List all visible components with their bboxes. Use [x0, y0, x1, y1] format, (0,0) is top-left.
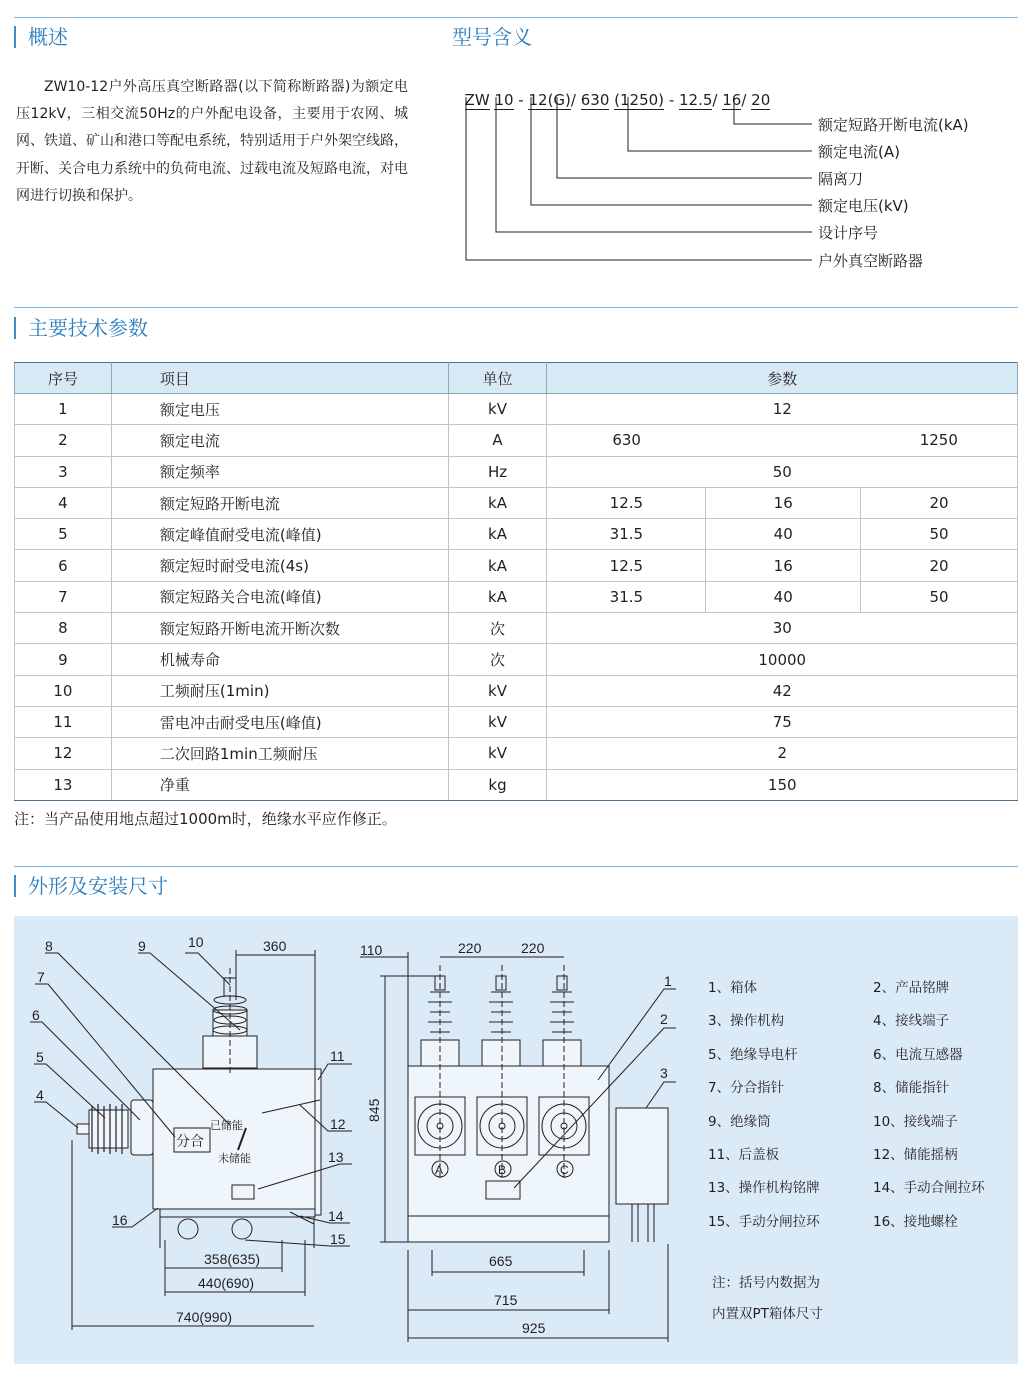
dim-label: 220	[521, 940, 545, 956]
cell-unit: 次	[448, 613, 547, 644]
phase-label: C	[560, 1163, 569, 1177]
cell-value: 31.5	[547, 519, 706, 550]
part-item: 3、操作机构	[708, 1013, 785, 1029]
cell-item: 额定短路开断电流	[111, 487, 448, 518]
cell-item: 净重	[111, 769, 448, 800]
dim-label: 845	[366, 1098, 382, 1122]
dimension-note-line1: 注：括号内数据为	[712, 1275, 820, 1291]
cell-value: 50	[861, 581, 1018, 612]
part-item: 10、接线端子	[873, 1114, 958, 1130]
cell-no: 6	[15, 550, 112, 581]
cell-value: 10000	[547, 644, 1018, 675]
cell-unit: 次	[448, 644, 547, 675]
cell-value: 16	[706, 487, 861, 518]
cell-item: 额定电压	[111, 394, 448, 425]
callout: 6	[32, 1007, 40, 1023]
code-12: 12	[528, 91, 548, 109]
callout: 8	[45, 938, 53, 954]
part-item: 13、操作机构铭牌	[708, 1180, 820, 1196]
cell-no: 3	[15, 456, 112, 487]
part-item: 2、产品铭牌	[873, 980, 950, 996]
meaning-rated-current: 额定电流(A)	[818, 143, 900, 161]
cell-no: 10	[15, 675, 112, 706]
cell-item: 额定短路关合电流(峰值)	[111, 581, 448, 612]
callout: 11	[330, 1048, 345, 1064]
dim-label: 665	[489, 1253, 513, 1269]
dim-label: 220	[458, 940, 482, 956]
header-value: 参数	[547, 363, 1018, 394]
cell-item: 额定频率	[111, 456, 448, 487]
cell-no: 5	[15, 519, 112, 550]
cell-no: 1	[15, 394, 112, 425]
section-title-overview: 概述	[14, 26, 68, 48]
meaning-design-serial: 设计序号	[818, 224, 879, 242]
part-item: 4、接线端子	[873, 1013, 950, 1029]
cell-value: 42	[547, 675, 1018, 706]
cell-no: 2	[15, 425, 112, 456]
cell-unit: kA	[448, 487, 547, 518]
dim-label: 440(690)	[198, 1275, 255, 1291]
dim-label: 360	[263, 938, 287, 954]
phase-label: B	[498, 1163, 507, 1177]
cell-unit: A	[448, 425, 547, 456]
cell-value: 16	[706, 550, 861, 581]
part-item: 14、手动合闸拉环	[873, 1180, 985, 1196]
cell-value: 630	[547, 425, 706, 456]
code-g: (G)	[547, 91, 571, 109]
cell-unit: kV	[448, 675, 547, 706]
phase-label: A	[435, 1163, 444, 1177]
section-title-dimensions: 外形及安装尺寸	[14, 875, 168, 897]
meaning-outdoor-vcb: 户外真空断路器	[818, 252, 924, 270]
cell-value: 150	[547, 769, 1018, 800]
cell-value: 50	[861, 519, 1018, 550]
cell-item: 额定短路开断电流开断次数	[111, 613, 448, 644]
cell-item: 雷电冲击耐受电压(峰值)	[111, 706, 448, 737]
header-item: 项目	[111, 363, 448, 394]
cell-item: 机械寿命	[111, 644, 448, 675]
cell-no: 9	[15, 644, 112, 675]
cell-value: 30	[547, 613, 1018, 644]
cell-unit: kA	[448, 550, 547, 581]
cell-unit: kV	[448, 706, 547, 737]
code-10: 10	[494, 91, 514, 109]
callout: 15	[330, 1231, 346, 1247]
meaning-isolator: 隔离刀	[818, 170, 864, 188]
cell-value: 50	[547, 456, 1018, 487]
section-title-params: 主要技术参数	[14, 317, 148, 339]
callout: 4	[36, 1087, 44, 1103]
cell-value: 12.5	[547, 487, 706, 518]
part-item: 8、储能指针	[873, 1080, 950, 1096]
part-item: 12、储能摇柄	[873, 1147, 958, 1163]
model-code: ZW 10 - 12(G)/ 630 (1250) - 12.5/ 16/ 20	[464, 91, 771, 109]
callout: 14	[328, 1208, 344, 1224]
part-item: 1、箱体	[708, 980, 758, 996]
section-title-model: 型号含义	[452, 25, 532, 49]
cell-unit: kA	[448, 519, 547, 550]
cell-value: 12.5	[547, 550, 706, 581]
cell-item: 工频耐压(1min)	[111, 675, 448, 706]
cell-no: 4	[15, 487, 112, 518]
cell-no: 7	[15, 581, 112, 612]
code-20: 20	[751, 91, 771, 109]
dim-label: 740(990)	[176, 1309, 233, 1325]
cell-item: 额定峰值耐受电流(峰值)	[111, 519, 448, 550]
overview-text: ZW10-12户外高压真空断路器(以下简称断路器)为额定电压12kV，三相交流50Hz的户外配电设备，主要用于农网、城网、铁道、矿山和港口等配电系统，特别适用于户外架空线路，开断、关合电力系统中的负荷电流、过载电流及短路电流，对电网进行切换和保护。	[16, 79, 408, 204]
dim-label: 358(635)	[204, 1251, 261, 1267]
params-note: 注：当产品使用地点超过1000m时，绝缘水平应作修正。	[14, 810, 397, 828]
cell-value: 2	[547, 738, 1018, 769]
cell-item: 额定短时耐受电流(4s)	[111, 550, 448, 581]
indicator-label: 分合	[176, 1133, 204, 1149]
dim-label: 715	[494, 1292, 518, 1308]
cell-value: 20	[861, 487, 1018, 518]
cell-value: 12	[547, 394, 1018, 425]
header-unit: 单位	[448, 363, 547, 394]
callout: 3	[660, 1065, 668, 1081]
dimension-note	[712, 1268, 823, 1330]
part-item: 6、电流互感器	[873, 1047, 963, 1063]
cell-value: 1250	[861, 425, 1018, 456]
code-125: 12.5	[679, 91, 713, 109]
cell-no: 13	[15, 769, 112, 800]
part-item: 7、分合指针	[708, 1080, 785, 1096]
callout: 10	[188, 934, 204, 950]
cell-value: 20	[861, 550, 1018, 581]
cell-unit: kV	[448, 738, 547, 769]
cell-value: 40	[706, 581, 861, 612]
cell-unit: kV	[448, 394, 547, 425]
indicator-charged: 已储能	[210, 1120, 243, 1132]
code-16: 16	[722, 91, 742, 109]
cell-unit: kg	[448, 769, 547, 800]
cell-no: 8	[15, 613, 112, 644]
part-item: 16、接地螺栓	[873, 1214, 958, 1230]
cell-unit: Hz	[448, 456, 547, 487]
dimension-note-line2: 内置双PT箱体尺寸	[712, 1306, 823, 1322]
part-item: 15、手动分闸拉环	[708, 1214, 820, 1230]
callout: 7	[37, 969, 45, 985]
header-no: 序号	[15, 363, 112, 394]
cell-value: 31.5	[547, 581, 706, 612]
indicator-uncharged: 未储能	[218, 1153, 251, 1165]
cell-value: 75	[547, 706, 1018, 737]
meaning-breaking-current: 额定短路开断电流(kA)	[818, 116, 969, 134]
part-item: 5、绝缘导电杆	[708, 1047, 798, 1063]
cell-value: 40	[706, 519, 861, 550]
callout: 2	[660, 1011, 668, 1027]
callout: 9	[138, 938, 146, 954]
cell-item: 额定电流	[111, 425, 448, 456]
code-630: 630	[580, 91, 610, 109]
cell-no: 11	[15, 706, 112, 737]
dim-label: 925	[522, 1320, 546, 1336]
cell-no: 12	[15, 738, 112, 769]
cell-item: 二次回路1min工频耐压	[111, 738, 448, 769]
part-item: 11、后盖板	[708, 1147, 780, 1163]
callout: 5	[36, 1049, 44, 1065]
callout: 1	[664, 973, 672, 989]
part-item: 9、绝缘筒	[708, 1114, 771, 1130]
code-zw: ZW	[464, 91, 490, 109]
callout: 16	[112, 1212, 128, 1228]
cell-unit: kA	[448, 581, 547, 612]
meaning-rated-voltage: 额定电压(kV)	[818, 197, 909, 215]
dim-label: 110	[360, 942, 383, 958]
callout: 12	[330, 1116, 346, 1132]
code-1250: (1250)	[614, 91, 665, 109]
callout: 13	[328, 1149, 344, 1165]
